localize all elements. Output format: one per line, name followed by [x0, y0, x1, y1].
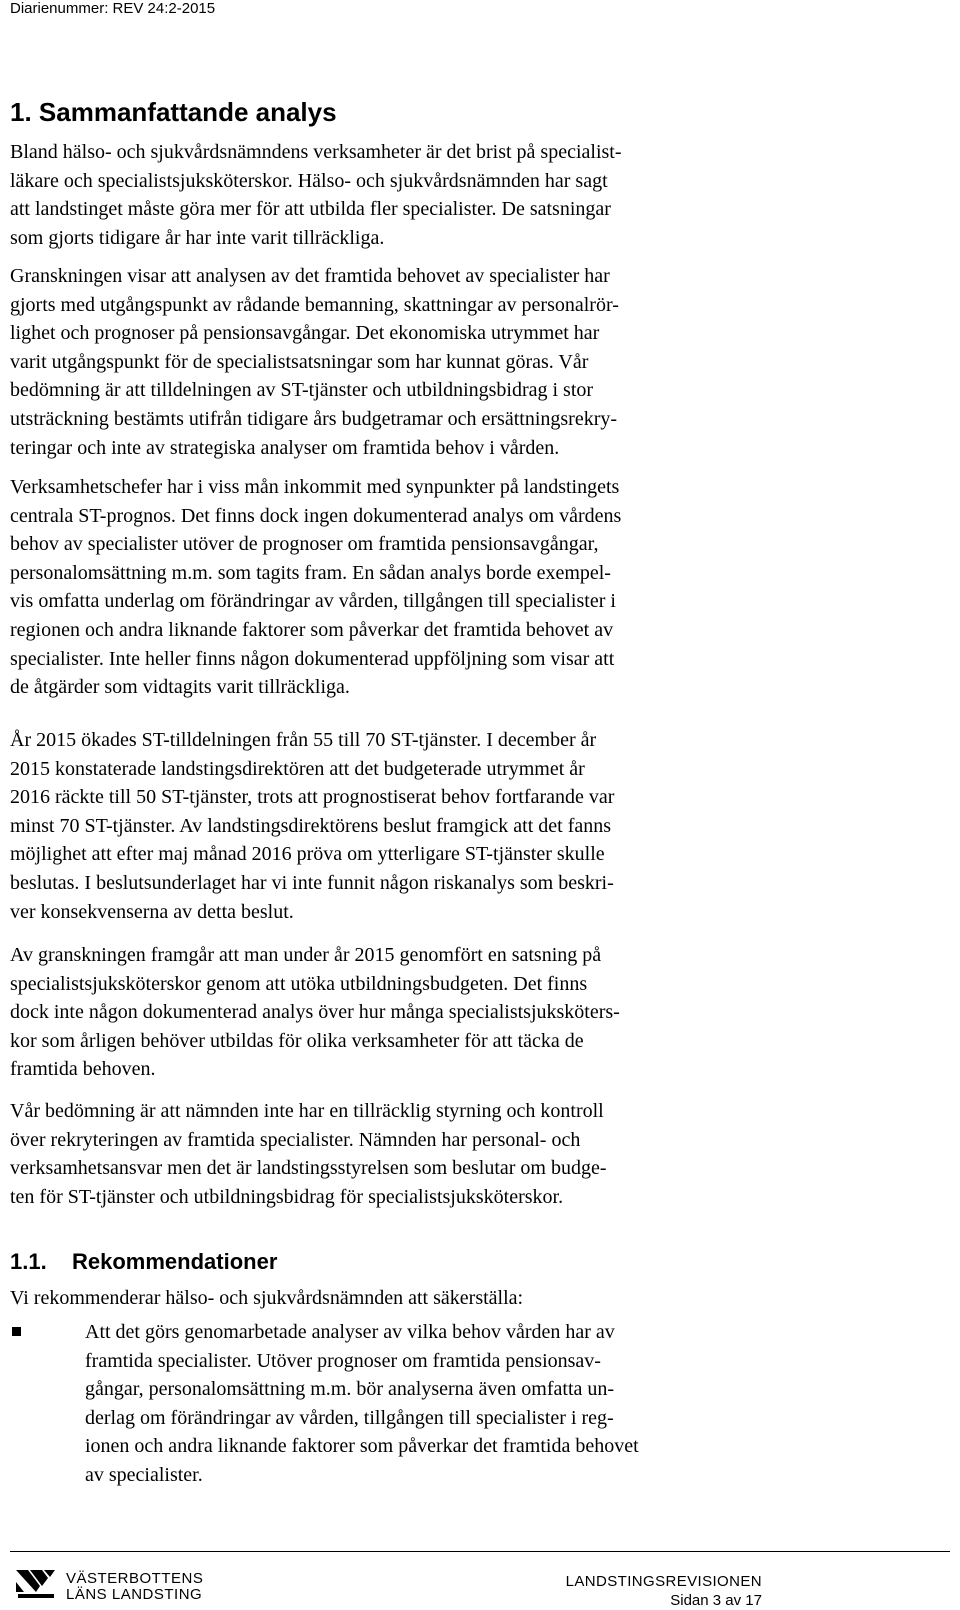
text-line: Att det görs genomarbetade analyser av vilka behov vården har av [85, 1321, 615, 1343]
paragraph-4 [10, 726, 810, 926]
text-line: vis omfatta underlag om förändringar av vården, tillgången till specialister i [10, 590, 616, 613]
text-line: behov av specialister utöver de prognoser om framtida pensionsavgångar, [10, 533, 599, 556]
text-line: de åtgärder som vidtagits varit tillräckliga. [10, 676, 350, 699]
footer-divider [10, 1551, 950, 1552]
text-line: lighet och prognoser på pensionsavgångar. Det ekonomiska utrymmet har [10, 322, 600, 345]
text-line: beslutas. I beslutsunderlaget har vi inte funnit någon riskanalys som beskri- [10, 871, 614, 894]
text-line: dock inte någon dokumenterad analys över hur många specialistsjuksköters- [10, 1001, 620, 1024]
logo-wordmark [66, 1571, 203, 1603]
vasterbotten-logo-icon [14, 1566, 56, 1600]
text-line: personalomsättning m.m. som tagits fram. En sådan analys borde exempel- [10, 561, 611, 584]
text-line: 2015 konstaterade landstingsdirektören att det budgeterade utrymmet år [10, 757, 585, 780]
paragraph-3 [10, 473, 810, 702]
page-number: Sidan 3 av 17 [670, 1592, 762, 1609]
logo-line-2: LÄNS LANDSTING [66, 1586, 203, 1603]
paragraph-1 [10, 138, 810, 252]
recommendation-intro [10, 1284, 810, 1313]
footer-info [566, 1572, 762, 1610]
logo-line-1: VÄSTERBOTTENS [66, 1570, 204, 1587]
section-heading-1-1 [10, 1248, 277, 1276]
text-line: verksamhetsansvar men det är landstingsstyrelsen som beslutar om budge- [10, 1157, 607, 1180]
text-line: som gjorts tidigare år har inte varit tillräckliga. [10, 226, 385, 249]
section-number: 1.1. [10, 1249, 47, 1274]
text-line: framtida specialister. Utöver prognoser om framtida pensionsav- [85, 1349, 601, 1372]
text-line: gjorts med utgångspunkt av rådande bemanning, skattningar av personalrör- [10, 293, 619, 316]
section-title: Rekommendationer [72, 1249, 278, 1274]
paragraph-5 [10, 941, 810, 1084]
text-line: specialister. Inte heller finns någon dokumenterad uppföljning som visar att [10, 647, 615, 670]
text-line: Bland hälso- och sjukvårdsnämndens verksamheter är det brist på specialist- [10, 141, 622, 163]
text-line: derlag om förändringar av vården, tillgången till specialister i reg- [85, 1406, 614, 1429]
text-line: centrala ST-prognos. Det finns dock ingen dokumenterad analys om vårdens [10, 504, 622, 527]
text-line: av specialister. [85, 1463, 203, 1486]
text-line: Vi rekommenderar hälso- och sjukvårdsnämnden att säkerställa: [10, 1287, 524, 1309]
paragraph-6 [10, 1097, 810, 1211]
text-line: Verksamhetschefer har i viss mån inkommit med synpunkter på landstingets [10, 476, 620, 498]
text-line: ionen och andra liknande faktorer som påverkar det framtida behovet [85, 1435, 639, 1458]
text-line: regionen och andra liknande faktorer som påverkar det framtida behovet av [10, 618, 614, 641]
text-line: specialistsjuksköterskor genom att utöka utbildningsbudgeten. Det finns [10, 972, 588, 995]
text-line: minst 70 ST-tjänster. Av landstingsdirektörens beslut framgick att det fanns [10, 814, 612, 837]
square-bullet-icon [12, 1327, 21, 1336]
text-line: ten för ST-tjänster och utbildningsbidrag för specialistsjuksköterskor. [10, 1185, 564, 1208]
diarienummer: Diarienummer: REV 24:2-2015 [10, 0, 216, 17]
text-line: att landstinget måste göra mer för att utbilda fler specialister. De satsningar [10, 198, 611, 221]
text-line: Granskningen visar att analysen av det framtida behovet av specialister har [10, 265, 610, 287]
text-line: Av granskningen framgår att man under år 2015 genomfört en satsning på [10, 944, 602, 966]
text-line: kor som årligen behöver utbildas för olika verksamheter för att täcka de [10, 1029, 584, 1052]
text-line: gångar, personalomsättning m.m. bör analyserna även omfatta un- [85, 1378, 615, 1401]
paragraph-2 [10, 262, 810, 462]
text-line: 2016 räckte till 50 ST-tjänster, trots att prognostiserat behov fortfarande var [10, 786, 615, 809]
bullet-text [85, 1318, 639, 1490]
text-line: möjlighet att efter maj månad 2016 pröva om ytterligare ST-tjänster skulle [10, 843, 605, 866]
text-line: teringar och inte av strategiska analyser om framtida behov i vården. [10, 436, 560, 459]
text-line: över rekryteringen av framtida specialister. Nämnden har personal- och [10, 1128, 581, 1151]
section-heading-1: 1. Sammanfattande analys [10, 97, 337, 127]
text-line: läkare och specialistsjuksköterskor. Hälso- och sjukvårdsnämnden har sagt [10, 169, 608, 192]
footer-organization: LANDSTINGSREVISIONEN [565, 1573, 762, 1590]
text-line: Vår bedömning är att nämnden inte har en tillräcklig styrning och kontroll [10, 1100, 604, 1122]
text-line: ver konsekvenserna av detta beslut. [10, 900, 294, 923]
text-line: År 2015 ökades ST-tilldelningen från 55 till 70 ST-tjänster. I december år [10, 729, 597, 751]
text-line: varit utgångspunkt för de specialistsatsningar som har kunnat göras. Vår [10, 350, 589, 373]
text-line: framtida behoven. [10, 1058, 156, 1081]
text-line: utsträckning bestämts utifrån tidigare års budgetramar och ersättningsrekry- [10, 407, 618, 430]
text-line: bedömning är att tilldelningen av ST-tjänster och utbildningsbidrag i stor [10, 379, 594, 402]
